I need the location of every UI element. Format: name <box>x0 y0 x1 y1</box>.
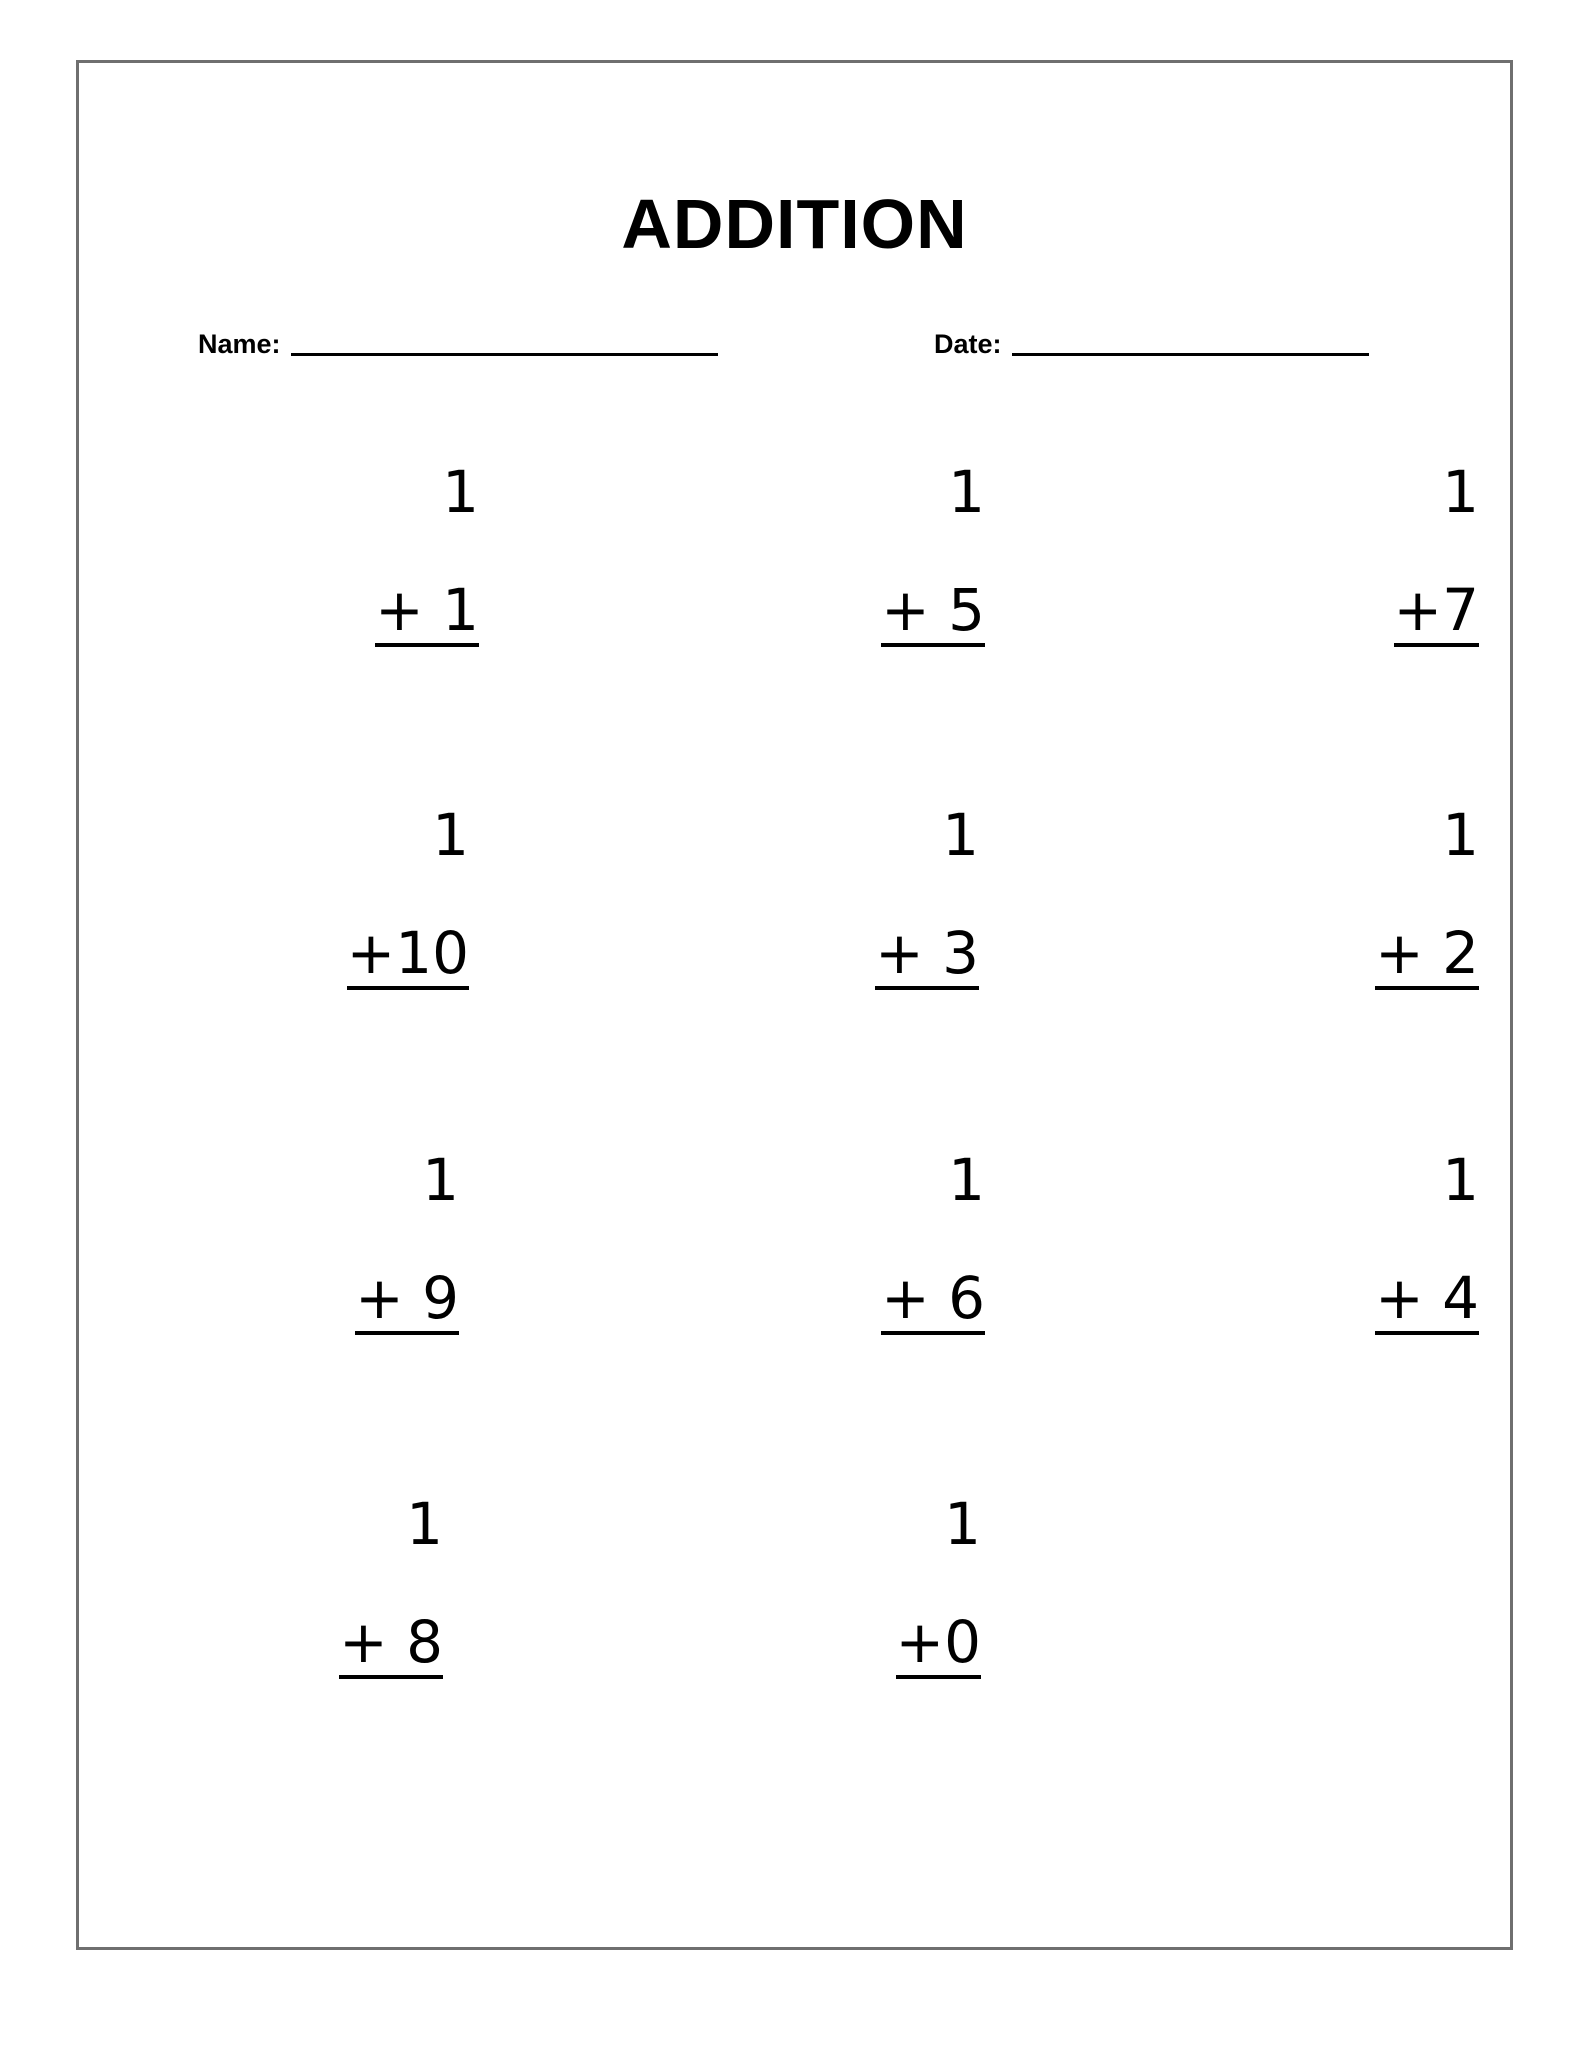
problem-addend: +0 <box>896 1613 982 1679</box>
problem-6 <box>1259 801 1479 990</box>
problem-top-number: 1 <box>406 1490 443 1558</box>
worksheet-title: ADDITION <box>621 185 968 263</box>
problem-top-number: 1 <box>942 801 979 869</box>
problem-addend: + 3 <box>875 924 979 990</box>
problem-top-number: 1 <box>442 458 479 526</box>
problem-top-number: 1 <box>948 458 985 526</box>
name-label: Name: <box>198 329 281 359</box>
name-field <box>198 331 718 358</box>
problem-9 <box>1259 1146 1479 1335</box>
problem-addend: + 6 <box>881 1269 985 1335</box>
problem-11 <box>761 1490 981 1679</box>
problem-5 <box>759 801 979 990</box>
problem-top-number: 1 <box>1442 1146 1479 1214</box>
problem-10 <box>223 1490 443 1679</box>
problem-top-number: 1 <box>432 801 469 869</box>
problem-addend: + 9 <box>355 1269 459 1335</box>
problem-top-number: 1 <box>944 1490 981 1558</box>
worksheet-page <box>76 60 1513 1950</box>
date-blank-line <box>1012 353 1369 356</box>
problem-top-number: 1 <box>948 1146 985 1214</box>
name-blank-line <box>291 353 718 356</box>
problem-1 <box>259 458 479 647</box>
problem-addend: + 5 <box>881 581 985 647</box>
problem-3 <box>1259 458 1479 647</box>
problem-addend: +10 <box>347 924 469 990</box>
problem-top-number: 1 <box>1442 458 1479 526</box>
problem-top-number: 1 <box>1442 801 1479 869</box>
problem-addend: + 2 <box>1375 924 1479 990</box>
date-field <box>934 331 1369 358</box>
problem-addend: + 1 <box>375 581 479 647</box>
problem-7 <box>239 1146 459 1335</box>
problem-8 <box>765 1146 985 1335</box>
date-label: Date: <box>934 329 1002 359</box>
problem-2 <box>765 458 985 647</box>
problem-top-number: 1 <box>422 1146 459 1214</box>
problem-addend: + 4 <box>1375 1269 1479 1335</box>
problem-addend: + 8 <box>339 1613 443 1679</box>
problem-4 <box>249 801 469 990</box>
problem-addend: +7 <box>1394 581 1480 647</box>
